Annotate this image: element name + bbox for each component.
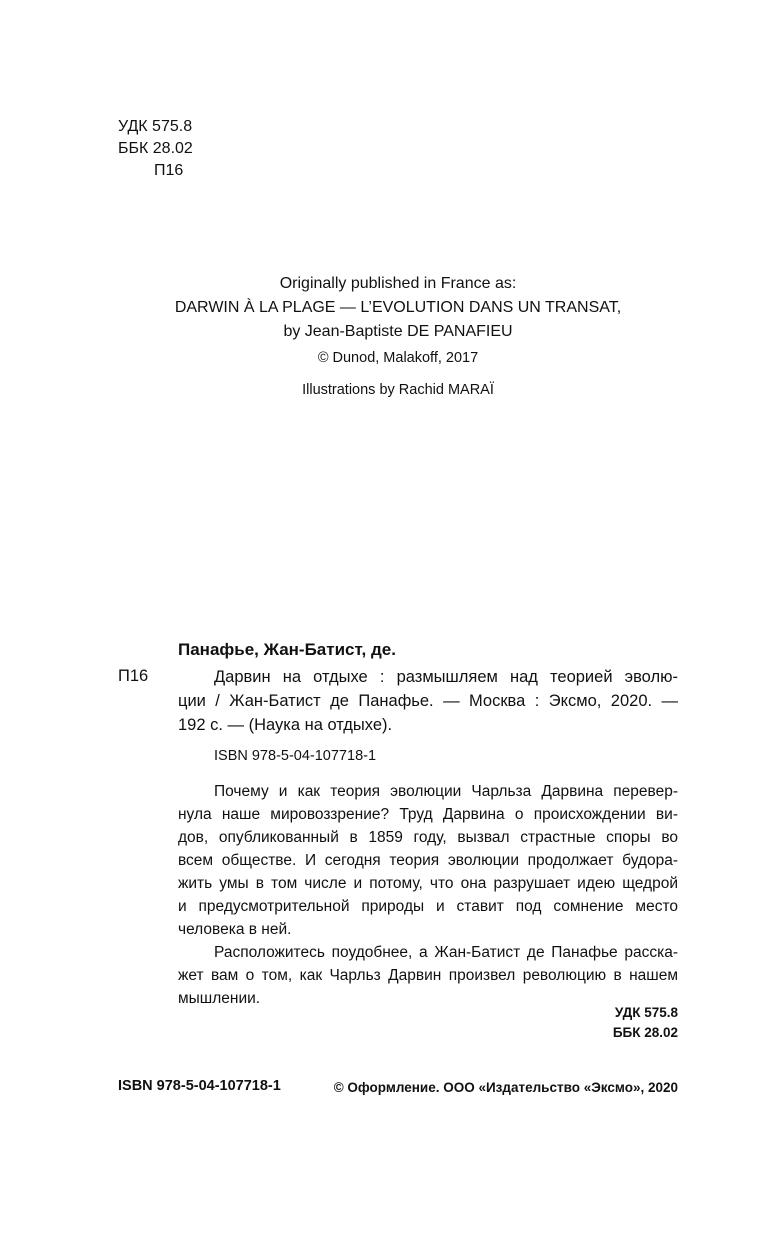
bib-line: ции / Жан-Батист де Панафье. — Москва : Эксмо, 2020. — [178,692,678,710]
top-classification-codes [118,116,193,182]
bib-line: Дарвин на отдыхе : размышляем над теорией эволю- [214,668,678,686]
original-author: by Jean-Baptiste DE PANAFIEU [283,323,513,340]
bib-line: 192 с. — (Наука на отдыхе). [178,716,393,734]
bbk-code-bottom: ББК 28.02 [612,1025,678,1040]
annotation-line: мышлении. [178,990,261,1007]
catalog-author-mark: П16 [118,667,149,685]
catalog-author: Панафье, Жан-Батист, де. [178,640,396,659]
udk-code: УДК 575.8 [118,118,193,135]
annotation-line: жить умы в том числе и потому, что она разрушает идею щедрой [178,875,678,892]
original-line-1: Originally published in France as: [279,275,517,292]
footer-copyright: © Оформление. ООО «Издательство «Эксмо», 2020 [333,1080,678,1095]
annotation [178,780,678,1010]
annotation-line: человека в ней. [178,921,292,938]
annotation-line: жет вам о том, как Чарльз Дарвин произвел революцию в нашем [178,967,678,984]
annotation-line: нула наше мировоззрение? Труд Дарвина о происхождении ви- [178,806,678,823]
bbk-code: ББК 28.02 [118,140,193,157]
illustrations-credit: Illustrations by Rachid MARAÏ [302,382,494,398]
annotation-line: Почему и как теория эволюции Чарльза Дарвина перевер- [214,783,678,800]
original-title: DARWIN À LA PLAGE — L’EVOLUTION DANS UN TRANSAT, [174,299,622,316]
udk-code-bottom: УДК 575.8 [614,1005,678,1020]
author-mark: П16 [154,162,184,179]
annotation-line: всем обществе. И сегодня теория эволюции продолжает будора- [178,852,678,869]
catalog-isbn: ISBN 978-5-04-107718-1 [214,748,377,764]
bottom-classification-codes [560,1003,678,1043]
annotation-line: дов, опубликованный в 1859 году, вызвал страстные споры во [178,829,678,846]
original-publication-block [0,272,768,344]
original-copyright: © Dunod, Malakoff, 2017 [317,350,479,366]
footer-isbn: ISBN 978-5-04-107718-1 [118,1078,281,1094]
bibliographic-description [178,665,678,737]
annotation-line: и предусмотрительной природы и ставит под сомнение место [178,898,678,915]
annotation-line: Расположитесь поудобнее, а Жан-Батист де Панафье расска- [214,944,678,961]
